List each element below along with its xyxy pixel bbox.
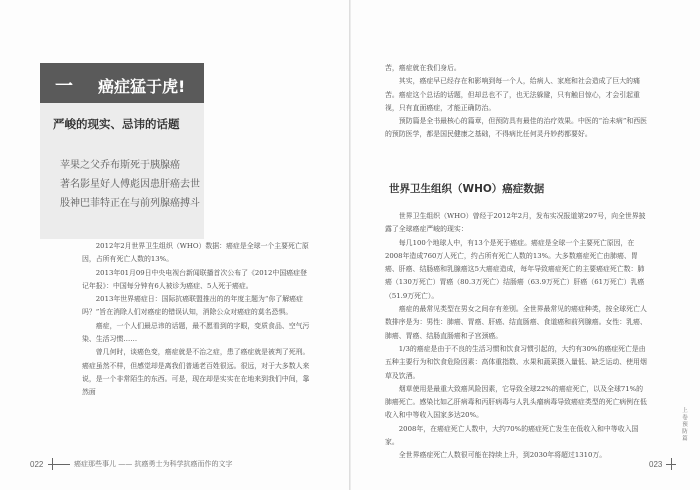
paragraph: 2008年，在癌症死亡人数中，大约70%的癌症死亡发生在低收入和中等收入国家。 (385, 424, 639, 447)
paragraph: 1/3的癌症是由于不良的生活习惯和饮食习惯引起的，大约有30%的癌症死亡是由五种主要行为和饮食危险因素：高体重指数、水果和蔬菜摄入量低、缺乏运动、使用烟草及饮酒。 (385, 344, 647, 380)
paragraph: 2013年01月09日中央电视台新闻联播首次公布了《2012中国癌症登记年报》：中国每分钟有6人被诊为癌症、5人死于癌症。 (82, 268, 307, 290)
left-page (0, 0, 349, 490)
chapter-number: 一 (55, 76, 73, 97)
paragraph: 世界卫生组织（WHO）曾经于2012年2月，发布实况报道第297号，向全世界披露了全球癌症严峻的现实： (385, 212, 646, 234)
paragraph: 每几100个地球人中，有13个是死于癌症。癌症是全球一个主要死亡原因，在2008年造成760万人死亡，约占所有死亡人数的13%。大多数癌症死亡由肺癌、胃癌、肝癌、结肠癌和乳腺癌这5大癌症造成，每年导致癌症死亡的主要癌症死亡数：肺癌（130万死亡）胃癌（80.3万死亡）结肠癌（63.9万死亡）肝癌（61万死亡）乳癌（51.9万死亡）。 (385, 238, 645, 300)
right-footer (351, 460, 700, 474)
paragraph: 苦，癌症就在我们身后。 (385, 64, 461, 72)
chapter-quote (60, 156, 200, 213)
chapter-box (40, 63, 204, 239)
paragraph: 曾几何时，谈癌色变，癌症就是不治之症，患了癌症就是被判了死刑。癌症虽然不样，但感觉却是离我们普通老百姓很远。很远，对于大多数人来说，是一个非常陌生的东西。可是，现在却是实实在在地来到我们中间，靠然面 (82, 348, 310, 397)
quote-line: 苹果之父乔布斯死于胰腺癌 (60, 160, 180, 171)
left-body-text (82, 240, 310, 400)
right-body-text (385, 210, 649, 463)
left-footer (0, 460, 349, 474)
page-number: 022 (30, 460, 44, 469)
chapter-subtitle: 严峻的现实、忌讳的话题 (53, 117, 180, 131)
footer-tick (671, 458, 672, 470)
right-page (351, 0, 700, 490)
paragraph: 烟草使用是最重大致癌风险因素，它导致全球22%的癌症死亡，以及全球71%的肺癌死亡。感染比如乙肝病毒和丙肝病毒与人乳头瘤病毒导致癌症类型的死亡病例在低收入和中等收入国家多达20%。 (385, 384, 647, 420)
paragraph: 2013年世界癌症日：国际抗癌联盟推出的的年度主题为“你了解癌症吗？”旨在消除人们对癌症的错误认知，消除公众对癌症的莫名恐惧。 (82, 295, 303, 317)
side-tab: 上卷 预防篇 (682, 408, 688, 442)
section-heading: 世界卫生组织（WHO）癌症数据 (389, 183, 545, 195)
chapter-bar (40, 63, 204, 103)
paragraph: 癌症，一个人们最忌讳的话题，最不愿看到的字眼，变质食品、空气污染、生活习惯…… (82, 321, 310, 344)
quote-line: 著名影星好人傅彪因患肝癌去世 (60, 179, 200, 190)
paragraph: 其实，癌症早已经存在和影响到每一个人，给病人、家庭和社会造成了巨大的痛苦。癌症这个总话的话题，但却总也不了，也无法躲避，只有触目惊心，才会引起重视，只有直面癌症，才能正确防治。 (385, 77, 640, 112)
running-title: 癌症那些事儿 —— 抗癌勇士为科学抗癌而作的文字 (74, 460, 233, 468)
page-number: 023 (649, 460, 663, 469)
footer-tick (52, 458, 53, 470)
quote-line: 股神巴菲特正在与前列腺癌搏斗 (60, 198, 200, 209)
paragraph: 癌症的最常见类型在男女之间存有差别。全世界最常见的癌症种类，按全球死亡人数排序是为：男性：肺癌、胃癌、肝癌、结直肠癌、食道癌和前列腺癌。女性：乳癌、肺癌、胃癌、结肠直肠癌和子宫颈癌。 (385, 305, 647, 340)
paragraph: 预防篇是全书最核心的篇章，但预防具有最佳的治疗效果。中医的“治未病”和西医的预防医学，都是国民健康之基础，不得病比任何灵丹妙药都要好。 (385, 117, 648, 139)
paragraph: 全世界癌症死亡人数很可能在持续上升，到2030年将超过1310万。 (398, 451, 607, 460)
right-top-text (385, 62, 649, 142)
paragraph: 2012年2月世界卫生组织（WHO）数据：癌症是全球一个主要死亡原因，占所有死亡人数的13%。 (82, 242, 309, 264)
chapter-title: 癌症猛于虎! (98, 77, 186, 96)
